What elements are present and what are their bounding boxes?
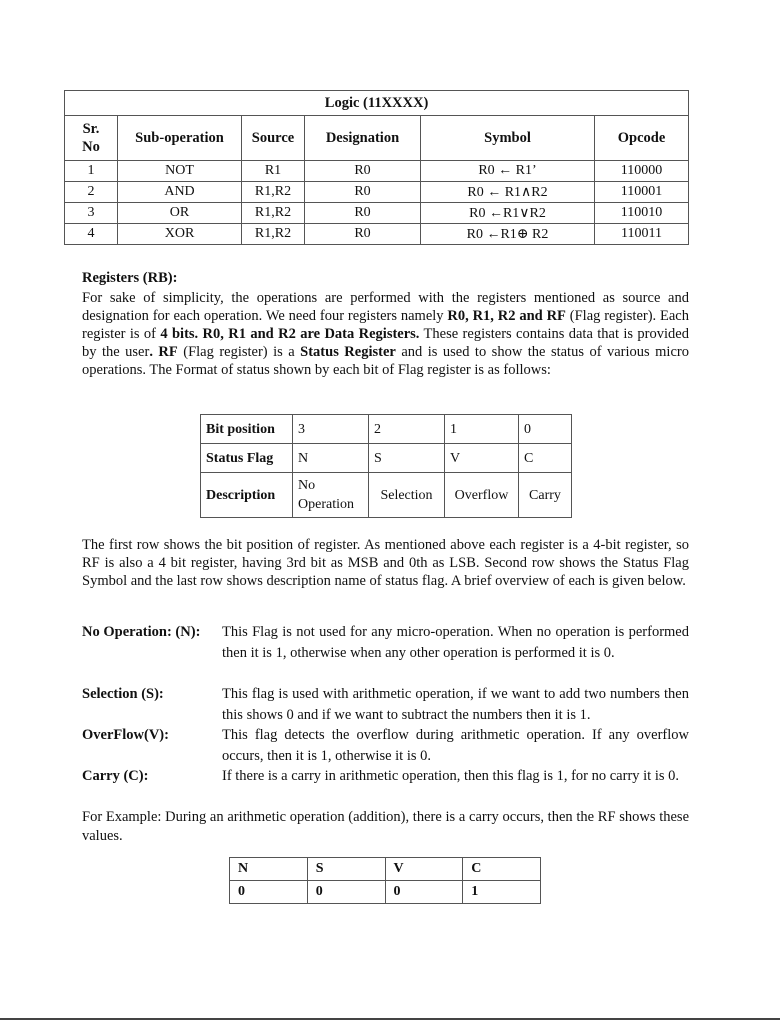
cell-sr: 1 [65, 161, 118, 182]
cell-source: R1,R2 [242, 182, 305, 203]
description-label: Description [201, 473, 293, 518]
text-span: For sake of simplicity, the operations are performed with the registers mentioned as source and designation for each operation. We need four registers namely [82, 290, 689, 324]
cell-symbol: R0 ← R1∧R2 [421, 182, 595, 203]
cell-sub-operation: NOT [118, 161, 242, 182]
cell-source: R1,R2 [242, 224, 305, 245]
flag-cell: C [519, 444, 572, 473]
example-header-cell: V [385, 858, 463, 881]
cell-opcode: 110001 [595, 182, 689, 203]
definition-term: Selection (S): [82, 686, 164, 702]
definition-desc: If there is a carry in arithmetic operation, then this flag is 1, for no carry it is 0. [222, 768, 680, 784]
table-row [201, 415, 572, 444]
example-value-cell: 0 [385, 881, 463, 904]
header-sr-no [65, 116, 118, 161]
bottom-divider [0, 1018, 780, 1020]
cell-sub-operation: XOR [118, 224, 242, 245]
bit-position-label: Bit position [201, 415, 293, 444]
table-row [65, 161, 689, 182]
definition-desc: This flag detects the overflow during arithmetic operation. If any overflow occurs, then it is 1, otherwise it is 0. [222, 727, 689, 764]
cell-designation: R0 [305, 182, 421, 203]
text-span: (Flag register). Each register is of [82, 308, 689, 342]
definition-term: OverFlow(V): [82, 727, 169, 743]
definition-term: Carry (C): [82, 768, 149, 784]
cell-designation: R0 [305, 203, 421, 224]
example-header-cell: C [463, 858, 541, 881]
flag-cell: N [293, 444, 369, 473]
cell-sr: 3 [65, 203, 118, 224]
cell-opcode: 110010 [595, 203, 689, 224]
cell-sub-operation: OR [118, 203, 242, 224]
cell-designation: R0 [305, 161, 421, 182]
table-row [230, 858, 541, 881]
cell-source: R1 [242, 161, 305, 182]
bit-position-paragraph: The first row shows the bit position of register. As mentioned above each register is a 4-bit register, so RF is also a 4 bit register, having 3rd bit as MSB and 0th as LSB. Second row shows the Status Flag Symbol and the last row shows description name of status flag. A brief overview of each is given below. [82, 537, 689, 589]
example-paragraph: For Example: During an arithmetic operation (addition), there is a carry occurs, then the RF shows these values. [82, 809, 689, 844]
description-cell: No Operation [293, 473, 369, 518]
bold-span: 4 bits. R0, R1 and R2 are Data Registers. [160, 326, 420, 342]
example-flag-values-table [229, 857, 541, 904]
example-value-cell: 1 [463, 881, 541, 904]
registers-heading: Registers (RB): [82, 270, 178, 286]
description-cell: Overflow [445, 473, 519, 518]
bold-span: Status Register [300, 344, 396, 360]
cell-symbol: R0 ← R1’ [421, 161, 595, 182]
registers-paragraph [82, 289, 689, 379]
status-flag-label: Status Flag [201, 444, 293, 473]
definition-desc: This Flag is not used for any micro-operation. When no operation is performed then it is 1, otherwise when any other operation is performed it is 0. [222, 624, 689, 661]
flag-cell: V [445, 444, 519, 473]
header-sr-line2: No [82, 139, 100, 155]
cell-opcode: 110011 [595, 224, 689, 245]
cell-sr: 2 [65, 182, 118, 203]
bit-cell: 3 [293, 415, 369, 444]
description-cell: Selection [369, 473, 445, 518]
bit-cell: 0 [519, 415, 572, 444]
definition-term: No Operation: (N): [82, 624, 201, 640]
header-opcode: Opcode [595, 116, 689, 161]
example-header-cell: S [307, 858, 385, 881]
cell-symbol: R0 ←R1⊕ R2 [421, 224, 595, 245]
example-value-cell: 0 [230, 881, 308, 904]
header-designation: Designation [305, 116, 421, 161]
cell-designation: R0 [305, 224, 421, 245]
text-span: and is used to show the status of various micro operations. The Format of status shown by each bit of Flag register is as follows: [82, 344, 689, 378]
table-row [65, 182, 689, 203]
cell-sub-operation: AND [118, 182, 242, 203]
header-sub-operation: Sub-operation [118, 116, 242, 161]
text-span: (Flag register) is a [177, 344, 301, 360]
table-row [65, 203, 689, 224]
definition-carry [82, 766, 689, 787]
definition-overflow [82, 725, 689, 766]
logic-table-caption: Logic (11XXXX) [65, 91, 689, 116]
bold-span: . RF [149, 344, 178, 360]
cell-sr: 4 [65, 224, 118, 245]
definition-desc: This flag is used with arithmetic operation, if we want to add two numbers then this shows 0 and if we want to subtract the numbers then it is 1. [222, 686, 689, 723]
header-source: Source [242, 116, 305, 161]
table-row [230, 881, 541, 904]
logic-operations-table [64, 90, 689, 245]
cell-symbol: R0 ←R1∨R2 [421, 203, 595, 224]
example-header-cell: N [230, 858, 308, 881]
cell-opcode: 110000 [595, 161, 689, 182]
table-row [201, 473, 572, 518]
table-row [65, 224, 689, 245]
flag-cell: S [369, 444, 445, 473]
definition-no-operation [82, 622, 689, 663]
bold-span: R0, R1, R2 and RF [447, 308, 566, 324]
example-value-cell: 0 [307, 881, 385, 904]
description-cell: Carry [519, 473, 572, 518]
bit-cell: 2 [369, 415, 445, 444]
header-symbol: Symbol [421, 116, 595, 161]
header-sr-line1: Sr. [82, 121, 100, 137]
text-span: These registers contains data that is provided by the user [82, 326, 689, 360]
bit-cell: 1 [445, 415, 519, 444]
cell-source: R1,R2 [242, 203, 305, 224]
table-row [201, 444, 572, 473]
flag-register-table [200, 414, 572, 518]
definition-selection [82, 684, 689, 725]
